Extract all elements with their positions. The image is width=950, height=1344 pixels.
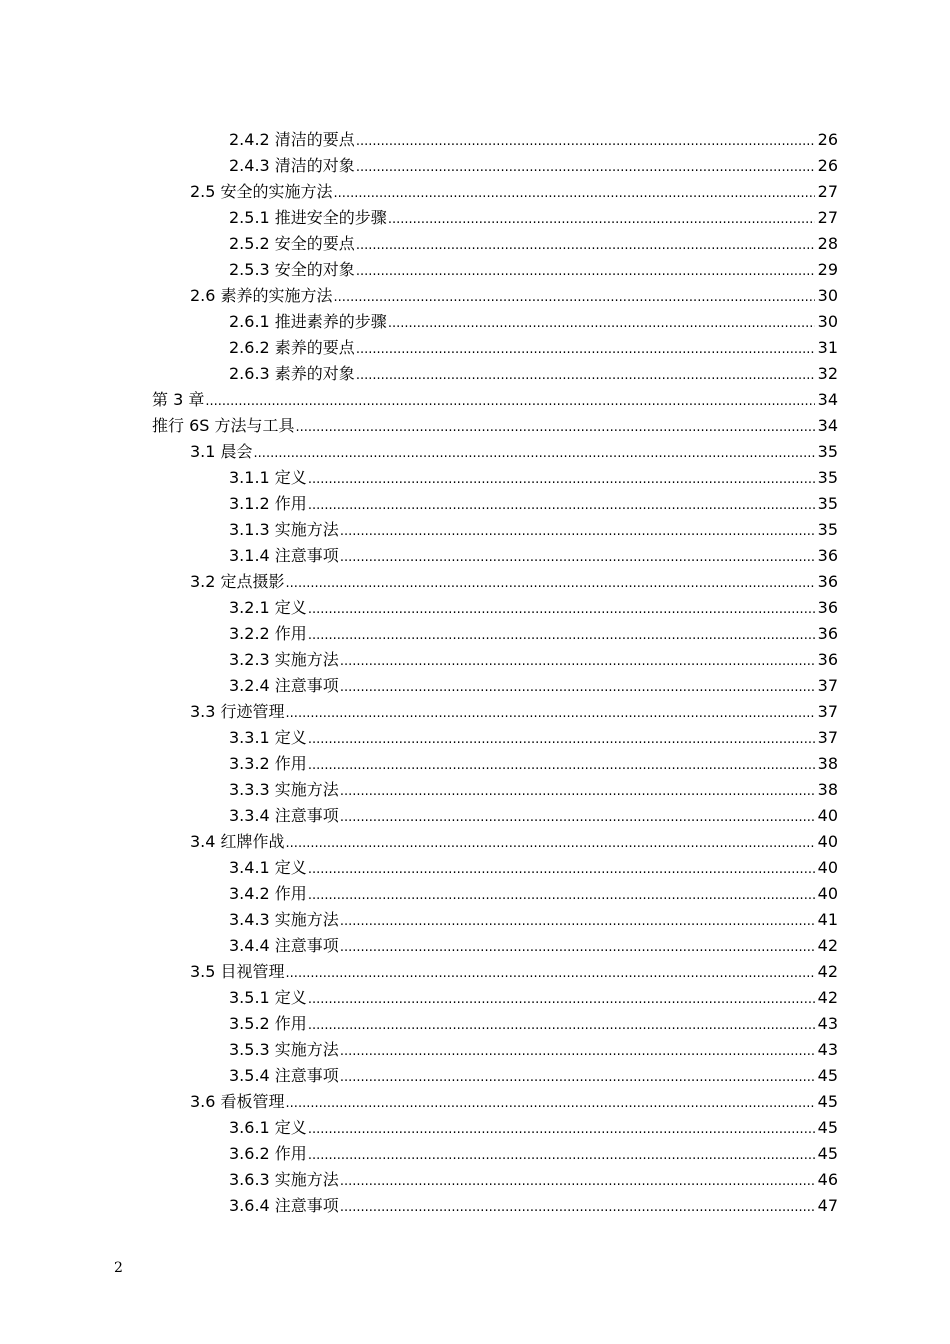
toc-entry-page: 27 (817, 208, 838, 227)
toc-entry[interactable] (152, 621, 838, 647)
toc-entry-page: 30 (817, 286, 838, 305)
toc-entry-title: 3.4.3 实施方法 (229, 910, 339, 929)
toc-entry-page: 38 (817, 754, 838, 773)
toc-entry[interactable] (152, 1141, 838, 1167)
toc-entry[interactable] (152, 283, 838, 309)
toc-entry-title: 3.1.4 注意事项 (229, 546, 339, 565)
toc-entry-page: 41 (817, 910, 838, 929)
toc-entry-title: 3.4.1 定义 (229, 858, 307, 877)
toc-entry-page: 34 (817, 416, 838, 435)
toc-entry[interactable] (152, 985, 838, 1011)
toc-dot-leader (356, 231, 815, 259)
toc-dot-leader (286, 829, 815, 857)
toc-dot-leader (340, 803, 815, 831)
toc-dot-leader (356, 127, 815, 155)
toc-entry[interactable] (152, 569, 838, 595)
toc-dot-leader (334, 283, 815, 311)
toc-entry[interactable] (152, 751, 838, 777)
toc-entry[interactable] (152, 1089, 838, 1115)
toc-entry-title: 3.3.2 作用 (229, 754, 307, 773)
toc-dot-leader (308, 855, 815, 883)
toc-entry-page: 43 (817, 1040, 838, 1059)
toc-entry-page: 35 (817, 494, 838, 513)
toc-entry-title: 3.2.3 实施方法 (229, 650, 339, 669)
toc-entry-page: 35 (817, 468, 838, 487)
toc-entry-title: 3.5.1 定义 (229, 988, 307, 1007)
toc-entry[interactable] (152, 517, 838, 543)
toc-entry-title: 3.1.3 实施方法 (229, 520, 339, 539)
toc-entry-title: 2.5.1 推进安全的步骤 (229, 208, 387, 227)
toc-entry-title: 3.3.1 定义 (229, 728, 307, 747)
toc-entry-page: 36 (817, 650, 838, 669)
toc-dot-leader (340, 543, 815, 571)
toc-entry-page: 28 (817, 234, 838, 253)
toc-entry-page: 35 (817, 442, 838, 461)
toc-entry-page: 29 (817, 260, 838, 279)
toc-dot-leader (340, 933, 815, 961)
toc-entry-page: 42 (817, 962, 838, 981)
toc-dot-leader (308, 491, 815, 519)
toc-entry-page: 35 (817, 520, 838, 539)
toc-dot-leader (356, 335, 815, 363)
toc-dot-leader (286, 569, 815, 597)
toc-entry-title: 3.6 看板管理 (190, 1092, 285, 1111)
toc-entry[interactable] (152, 491, 838, 517)
toc-dot-leader (286, 959, 815, 987)
toc-dot-leader (296, 413, 815, 441)
toc-entry[interactable] (152, 803, 838, 829)
toc-entry[interactable] (152, 959, 838, 985)
toc-entry-title: 2.6.1 推进素养的步骤 (229, 312, 387, 331)
toc-entry-page: 47 (817, 1196, 838, 1215)
toc-dot-leader (340, 907, 815, 935)
toc-dot-leader (356, 361, 815, 389)
toc-entry[interactable] (152, 413, 838, 439)
toc-entry-title: 3.3.4 注意事项 (229, 806, 339, 825)
toc-dot-leader (340, 1063, 815, 1091)
toc-entry-page: 45 (817, 1066, 838, 1085)
toc-entry-page: 36 (817, 546, 838, 565)
toc-entry-title: 3.1 晨会 (190, 442, 253, 461)
toc-entry-title: 3.2.1 定义 (229, 598, 307, 617)
toc-dot-leader (356, 153, 815, 181)
toc-entry-title: 3.6.1 定义 (229, 1118, 307, 1137)
toc-entry-title: 3.4.2 作用 (229, 884, 307, 903)
toc-entry-page: 45 (817, 1092, 838, 1111)
toc-dot-leader (286, 1089, 815, 1117)
toc-entry[interactable] (152, 699, 838, 725)
toc-entry-page: 40 (817, 858, 838, 877)
toc-entry[interactable] (152, 933, 838, 959)
toc-entry[interactable] (152, 725, 838, 751)
toc-entry-title: 3.1.2 作用 (229, 494, 307, 513)
toc-entry-title: 3.4.4 注意事项 (229, 936, 339, 955)
toc-entry-page: 46 (817, 1170, 838, 1189)
toc-entry-page: 30 (817, 312, 838, 331)
toc-entry-title: 2.6 素养的实施方法 (190, 286, 333, 305)
toc-entry-title: 3.5.2 作用 (229, 1014, 307, 1033)
toc-dot-leader (308, 751, 815, 779)
toc-dot-leader (340, 777, 815, 805)
toc-entry-page: 36 (817, 572, 838, 591)
toc-dot-leader (308, 621, 815, 649)
toc-entry-title: 3.2.2 作用 (229, 624, 307, 643)
toc-entry-title: 2.4.2 清洁的要点 (229, 130, 355, 149)
toc-dot-leader (340, 1193, 815, 1221)
toc-entry-title: 3.3.3 实施方法 (229, 780, 339, 799)
toc-entry-page: 40 (817, 806, 838, 825)
toc-entry-page: 36 (817, 598, 838, 617)
toc-entry-page: 37 (817, 676, 838, 695)
toc-dot-leader (340, 1037, 815, 1065)
toc-entry-page: 26 (817, 156, 838, 175)
toc-dot-leader (308, 1115, 815, 1143)
table-of-contents (152, 127, 838, 1219)
toc-entry[interactable] (152, 907, 838, 933)
toc-dot-leader (334, 179, 815, 207)
toc-entry-title: 3.2 定点摄影 (190, 572, 285, 591)
toc-entry[interactable] (152, 179, 838, 205)
toc-dot-leader (308, 881, 815, 909)
toc-entry[interactable] (152, 387, 838, 413)
toc-entry-title: 2.6.2 素养的要点 (229, 338, 355, 357)
toc-entry[interactable] (152, 777, 838, 803)
toc-entry[interactable] (152, 309, 838, 335)
toc-entry-page: 38 (817, 780, 838, 799)
toc-dot-leader (308, 1011, 815, 1039)
toc-entry[interactable] (152, 855, 838, 881)
toc-entry-page: 36 (817, 624, 838, 643)
toc-dot-leader (340, 647, 815, 675)
toc-entry-page: 27 (817, 182, 838, 201)
toc-entry-page: 34 (817, 390, 838, 409)
toc-entry[interactable] (152, 829, 838, 855)
toc-entry-page: 45 (817, 1144, 838, 1163)
toc-entry[interactable] (152, 1011, 838, 1037)
toc-entry[interactable] (152, 257, 838, 283)
toc-entry-page: 45 (817, 1118, 838, 1137)
toc-entry-title: 3.6.4 注意事项 (229, 1196, 339, 1215)
toc-entry-title: 2.4.3 清洁的对象 (229, 156, 355, 175)
toc-dot-leader (254, 439, 815, 467)
toc-entry-page: 40 (817, 832, 838, 851)
toc-entry-page: 31 (817, 338, 838, 357)
toc-entry[interactable] (152, 673, 838, 699)
toc-dot-leader (388, 309, 815, 337)
toc-entry-page: 32 (817, 364, 838, 383)
toc-entry-title: 3.2.4 注意事项 (229, 676, 339, 695)
toc-entry[interactable] (152, 543, 838, 569)
toc-entry[interactable] (152, 127, 838, 153)
toc-entry[interactable] (152, 1063, 838, 1089)
toc-dot-leader (308, 595, 815, 623)
toc-dot-leader (340, 1167, 815, 1195)
toc-dot-leader (340, 673, 815, 701)
toc-entry-page: 26 (817, 130, 838, 149)
toc-entry-title: 3.6.3 实施方法 (229, 1170, 339, 1189)
toc-entry[interactable] (152, 335, 838, 361)
toc-entry[interactable] (152, 1193, 838, 1219)
toc-entry[interactable] (152, 361, 838, 387)
toc-entry-title: 2.5 安全的实施方法 (190, 182, 333, 201)
toc-entry-page: 42 (817, 988, 838, 1007)
toc-dot-leader (388, 205, 815, 233)
toc-entry-title: 3.5.4 注意事项 (229, 1066, 339, 1085)
toc-entry[interactable] (152, 595, 838, 621)
toc-entry[interactable] (152, 1037, 838, 1063)
toc-entry-title: 3.5 目视管理 (190, 962, 285, 981)
toc-entry-title: 3.3 行迹管理 (190, 702, 285, 721)
toc-dot-leader (340, 517, 815, 545)
toc-dot-leader (205, 387, 815, 415)
toc-entry[interactable] (152, 205, 838, 231)
toc-entry[interactable] (152, 465, 838, 491)
toc-entry-title: 2.6.3 素养的对象 (229, 364, 355, 383)
toc-entry[interactable] (152, 647, 838, 673)
toc-entry-page: 37 (817, 728, 838, 747)
toc-dot-leader (356, 257, 815, 285)
toc-entry-page: 40 (817, 884, 838, 903)
toc-entry[interactable] (152, 439, 838, 465)
toc-entry[interactable] (152, 153, 838, 179)
toc-entry-title: 3.5.3 实施方法 (229, 1040, 339, 1059)
toc-dot-leader (308, 985, 815, 1013)
toc-dot-leader (286, 699, 815, 727)
toc-entry-title: 2.5.2 安全的要点 (229, 234, 355, 253)
toc-entry-title: 3.1.1 定义 (229, 468, 307, 487)
page-number: 2 (114, 1260, 123, 1276)
toc-entry-title: 推行 6S 方法与工具 (152, 416, 295, 435)
toc-entry-title: 3.4 红牌作战 (190, 832, 285, 851)
toc-entry-page: 42 (817, 936, 838, 955)
toc-entry-page: 37 (817, 702, 838, 721)
toc-entry[interactable] (152, 1167, 838, 1193)
toc-entry[interactable] (152, 881, 838, 907)
toc-entry-title: 3.6.2 作用 (229, 1144, 307, 1163)
toc-entry[interactable] (152, 231, 838, 257)
toc-entry[interactable] (152, 1115, 838, 1141)
toc-dot-leader (308, 1141, 815, 1169)
toc-entry-title: 第 3 章 (152, 390, 205, 409)
toc-dot-leader (308, 725, 815, 753)
toc-entry-title: 2.5.3 安全的对象 (229, 260, 355, 279)
toc-entry-page: 43 (817, 1014, 838, 1033)
toc-dot-leader (308, 465, 815, 493)
